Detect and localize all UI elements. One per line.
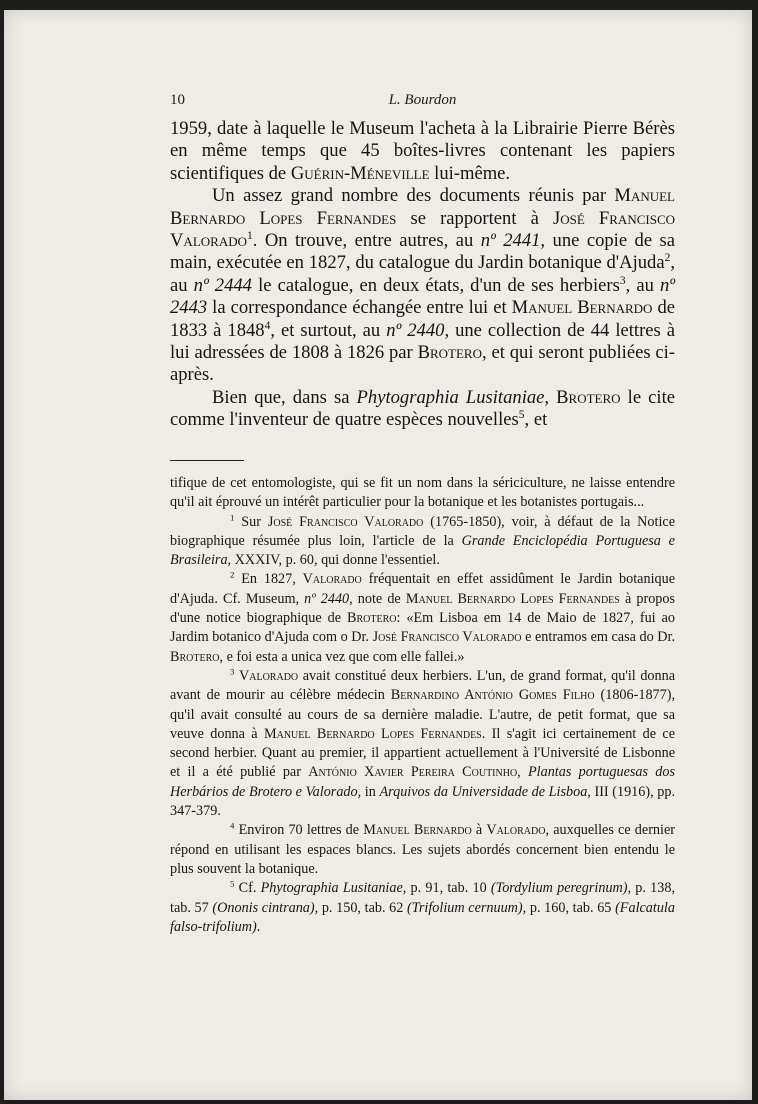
page-number: 10	[170, 92, 185, 108]
footnote-separator	[170, 460, 244, 461]
paragraph-1: 1959, date à laquelle le Museum l'acheta à la Librairie Pierre Bérès en même temps que 45 boîtes-livres contenant les papiers scientifiques de Guérin-Méneville lui-même.	[170, 118, 675, 184]
running-head-author: L. Bourdon	[388, 92, 457, 108]
footnote-marker: 3	[619, 274, 626, 287]
footnote-continuation: tifique de cet entomologiste, qui se fit un nom dans la sériciculture, ne laisse entendre qu'il ait éprouvé un intérêt particulier pour la botanique et les botanistes portugais...	[170, 475, 675, 511]
paragraph-3: Bien que, dans sa Phytographia Lusitaniae, Brotero le cite comme l'inventeur de quatre espèces nouvelles$^5$, et	[170, 386, 675, 431]
paragraph-2: Un assez grand nombre des documents réunis par Manuel Bernardo Lopes Fernandes se rapportent à José Francisco Valorado$^1$. On trouve, entre autres, au nº 2441, une copie de sa main, exécutée en 1827, du catalogue du Jardin botanique d'Ajuda$^2$, au nº 2444 le catalogue, en deux états, d'un de ses herbiers$^3$, au nº 2443 la correspondance échangée entre lui et Manuel Bernardo de 1833 à 1848$^4$, et surtout, au nº 2440, une collection de 44 lettres à lui adressées de 1808 à 1826 par Brotero, et qui seront publiées ci-après.	[170, 185, 676, 386]
footnote-2: $^2$ En 1827, Valorado fréquentait en effet assidûment le Jardin botanique d'Ajuda. Cf. Museum, nº 2440, note de Manuel Bernardo Lopes Fernandes à propos d'une notice biographique de Brotero: «Em Lisboa em 14 de Maio de 1827, fui ao Jardim botanico d'Ajuda com o Dr. José Francisco Valorado e entramos em casa do Dr. Brotero, e foi esta a unica vez que com elle fallei.»	[170, 569, 676, 665]
footnote-1: $^1$ Sur José Francisco Valorado (1765-1850), voir, à défaut de la Notice biographique résumée plus loin, l'article de la Grande Enciclopédia Portuguesa e Brasileira, XXXIV, p. 60, qui donne l'essentiel.	[170, 511, 675, 569]
running-header	[170, 92, 675, 112]
footnote-3: $^3$ Valorado avait constitué deux herbiers. L'un, de grand format, qu'il donna avant de mourir au célèbre médecin Bernardino António Gomes Filho (1806-1877), qu'il avait consulté au cours de sa dernière maladie. L'autre, de petit format, que sa veuve donna à Manuel Bernardo Lopes Fernandes. Il s'agit ici certainement de ce second herbier. Quant au premier, il appartient actuellement à l'Université de Lisbonne et il a été publié par António Xavier Pereira Coutinho, Plantas portuguesas dos Herbários de Brotero e Valorado, in Arquivos da Universidade de Lisboa, III (1916), pp. 347-379.	[170, 666, 675, 820]
footnote-5: $^5$ Cf. Phytographia Lusitaniae, p. 91, tab. 10 (Tordylium peregrinum), p. 138, tab. 57 (Ononis cintrana), p. 150, tab. 62 (Trifolium cernuum), p. 160, tab. 65 (Falcatula falso-trifolium).	[170, 878, 675, 935]
footnote-4: $^4$ Environ 70 lettres de Manuel Bernardo à Valorado, auxquelles ce dernier répond en utilisant les espaces blancs. Les sujets abordés concernent bien entendu le plus souvent la botanique.	[170, 820, 675, 877]
footnote-marker: 4	[264, 319, 271, 332]
footnote-marker: 2	[664, 252, 671, 265]
footnotes	[170, 474, 675, 937]
main-text	[170, 118, 675, 432]
footnote-marker: 1	[246, 229, 253, 242]
footnote-marker: 5	[518, 409, 525, 422]
